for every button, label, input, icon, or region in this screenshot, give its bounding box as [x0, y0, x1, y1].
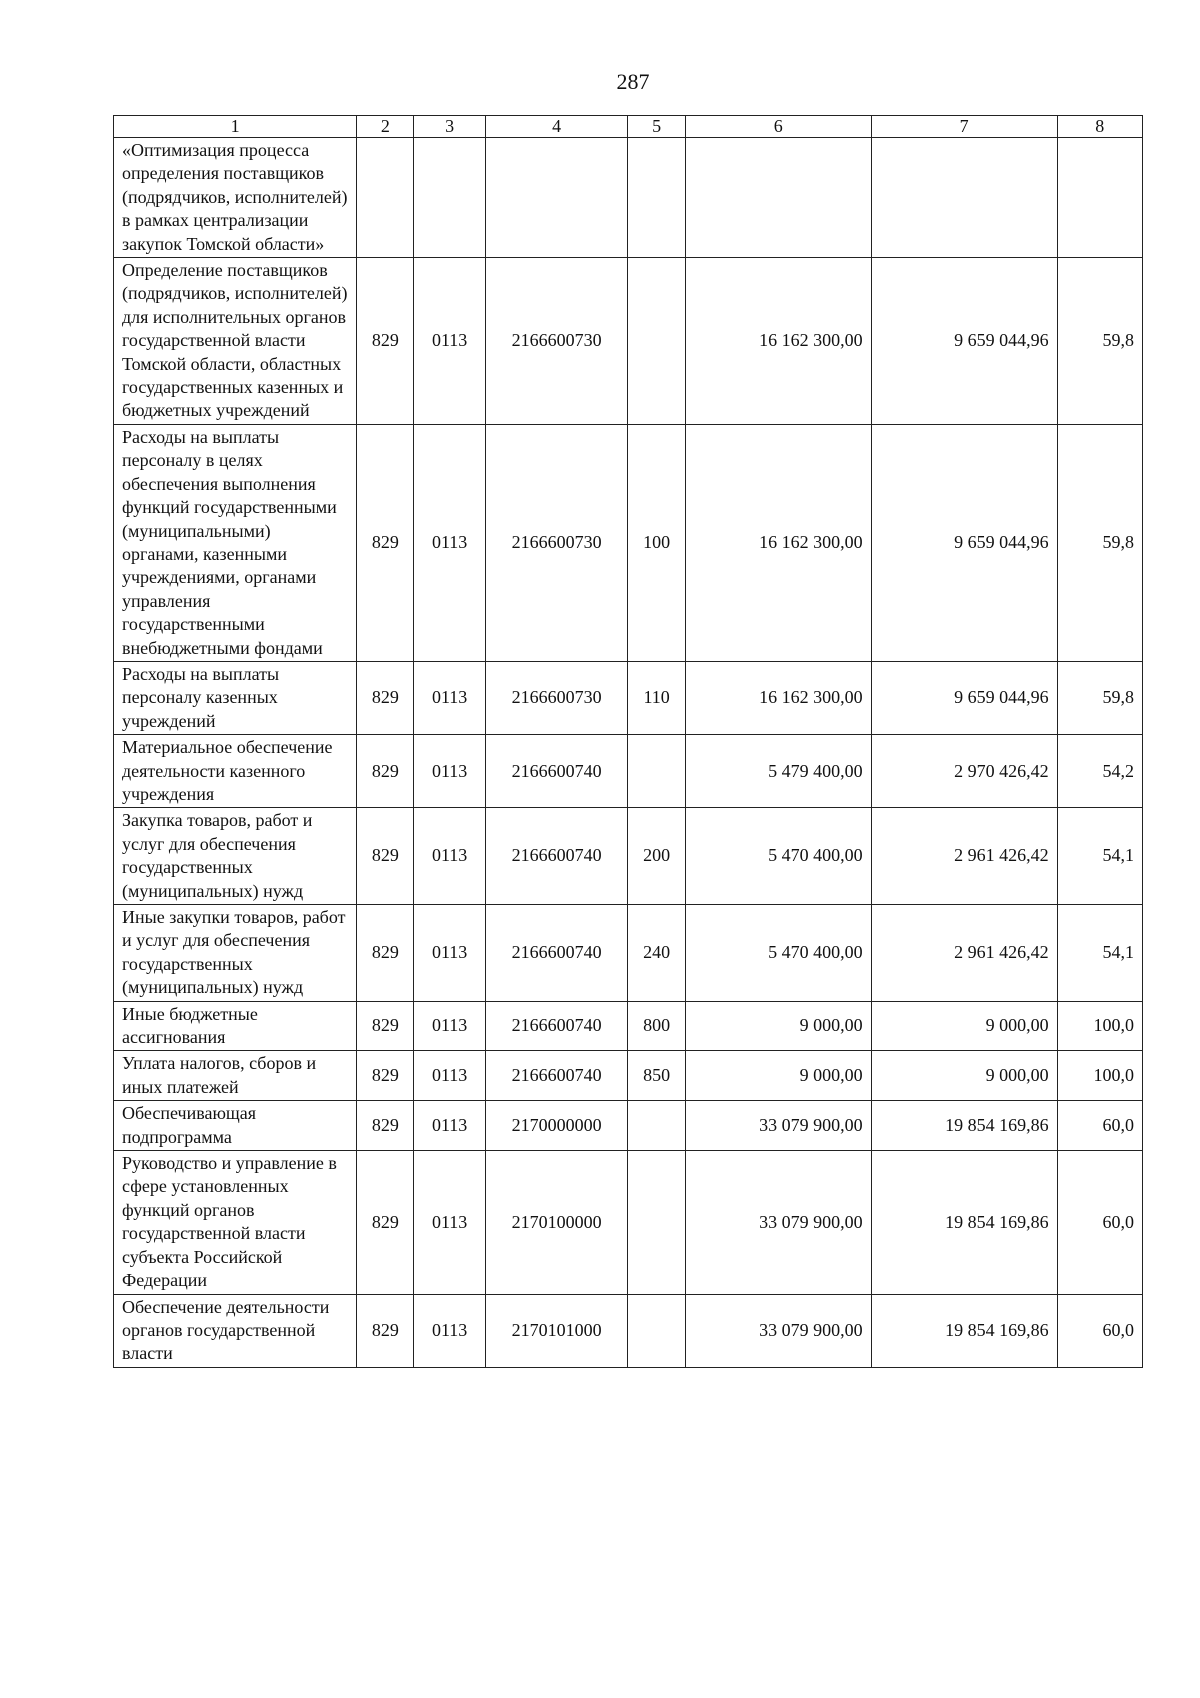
- table-row: [114, 1151, 1143, 1294]
- section-code: 0113: [414, 1051, 485, 1101]
- section-code: 0113: [414, 661, 485, 734]
- grbs-code: 829: [357, 905, 414, 1002]
- target-article: [485, 138, 628, 258]
- execution-percent: 59,8: [1057, 661, 1142, 734]
- grbs-code: 829: [357, 258, 414, 425]
- target-article: 2166600730: [485, 424, 628, 661]
- section-code: 0113: [414, 1151, 485, 1294]
- expense-type: [628, 138, 685, 258]
- expense-type: 100: [628, 424, 685, 661]
- expense-type: [628, 735, 685, 808]
- target-article: 2170000000: [485, 1101, 628, 1151]
- table-row: [114, 1001, 1143, 1051]
- expense-type: [628, 1294, 685, 1367]
- plan-amount: 16 162 300,00: [685, 661, 871, 734]
- actual-amount: 9 659 044,96: [871, 424, 1057, 661]
- grbs-code: 829: [357, 808, 414, 905]
- table-row: [114, 424, 1143, 661]
- expense-type: 110: [628, 661, 685, 734]
- row-name: Закупка товаров, работ и услуг для обеспечения государственных (муниципальных) нужд: [114, 808, 357, 905]
- plan-amount: 5 479 400,00: [685, 735, 871, 808]
- plan-amount: [685, 138, 871, 258]
- col-header: 6: [685, 116, 871, 138]
- actual-amount: 2 961 426,42: [871, 808, 1057, 905]
- expense-type: 850: [628, 1051, 685, 1101]
- expense-type: 200: [628, 808, 685, 905]
- expense-type: 800: [628, 1001, 685, 1051]
- grbs-code: 829: [357, 1151, 414, 1294]
- grbs-code: 829: [357, 1101, 414, 1151]
- grbs-code: [357, 138, 414, 258]
- col-header: 4: [485, 116, 628, 138]
- target-article: 2170101000: [485, 1294, 628, 1367]
- actual-amount: [871, 138, 1057, 258]
- execution-percent: 60,0: [1057, 1101, 1142, 1151]
- table-row: [114, 735, 1143, 808]
- row-name: Обеспечивающая подпрограмма: [114, 1101, 357, 1151]
- execution-percent: 59,8: [1057, 424, 1142, 661]
- execution-percent: 100,0: [1057, 1051, 1142, 1101]
- expense-type: [628, 1101, 685, 1151]
- row-name: Определение поставщиков (подрядчиков, исполнителей) для исполнительных органов государственной власти Томской области, областных государственных казенных и бюджетных учреждений: [114, 258, 357, 425]
- table-row: [114, 1101, 1143, 1151]
- table-row: [114, 661, 1143, 734]
- row-name: Иные закупки товаров, работ и услуг для обеспечения государственных (муниципальных) нужд: [114, 905, 357, 1002]
- col-header: 1: [114, 116, 357, 138]
- execution-percent: 54,1: [1057, 808, 1142, 905]
- section-code: 0113: [414, 258, 485, 425]
- target-article: 2166600740: [485, 808, 628, 905]
- target-article: 2166600740: [485, 1001, 628, 1051]
- expense-type: 240: [628, 905, 685, 1002]
- plan-amount: 33 079 900,00: [685, 1151, 871, 1294]
- plan-amount: 16 162 300,00: [685, 424, 871, 661]
- table-row: [114, 1051, 1143, 1101]
- table-row: [114, 258, 1143, 425]
- budget-table: [113, 115, 1143, 1368]
- execution-percent: 60,0: [1057, 1151, 1142, 1294]
- page-number: 287: [616, 69, 650, 94]
- section-code: 0113: [414, 735, 485, 808]
- row-name: Обеспечение деятельности органов государственной власти: [114, 1294, 357, 1367]
- actual-amount: 9 000,00: [871, 1001, 1057, 1051]
- actual-amount: 2 970 426,42: [871, 735, 1057, 808]
- execution-percent: 60,0: [1057, 1294, 1142, 1367]
- section-code: 0113: [414, 905, 485, 1002]
- row-name: Уплата налогов, сборов и иных платежей: [114, 1051, 357, 1101]
- execution-percent: [1057, 138, 1142, 258]
- table-row: [114, 138, 1143, 258]
- target-article: 2166600740: [485, 735, 628, 808]
- grbs-code: 829: [357, 1001, 414, 1051]
- plan-amount: 5 470 400,00: [685, 905, 871, 1002]
- row-name: Расходы на выплаты персоналу казенных учреждений: [114, 661, 357, 734]
- expense-type: [628, 258, 685, 425]
- plan-amount: 9 000,00: [685, 1051, 871, 1101]
- row-name: Иные бюджетные ассигнования: [114, 1001, 357, 1051]
- actual-amount: 2 961 426,42: [871, 905, 1057, 1002]
- execution-percent: 59,8: [1057, 258, 1142, 425]
- actual-amount: 9 659 044,96: [871, 661, 1057, 734]
- section-code: 0113: [414, 1294, 485, 1367]
- section-code: [414, 138, 485, 258]
- target-article: 2166600730: [485, 258, 628, 425]
- expense-type: [628, 1151, 685, 1294]
- section-code: 0113: [414, 424, 485, 661]
- section-code: 0113: [414, 1001, 485, 1051]
- actual-amount: 19 854 169,86: [871, 1101, 1057, 1151]
- execution-percent: 54,2: [1057, 735, 1142, 808]
- row-name: Материальное обеспечение деятельности казенного учреждения: [114, 735, 357, 808]
- target-article: 2170100000: [485, 1151, 628, 1294]
- actual-amount: 9 659 044,96: [871, 258, 1057, 425]
- target-article: 2166600740: [485, 905, 628, 1002]
- table-row: [114, 1294, 1143, 1367]
- grbs-code: 829: [357, 1294, 414, 1367]
- plan-amount: 5 470 400,00: [685, 808, 871, 905]
- plan-amount: 33 079 900,00: [685, 1101, 871, 1151]
- grbs-code: 829: [357, 661, 414, 734]
- grbs-code: 829: [357, 1051, 414, 1101]
- col-header: 3: [414, 116, 485, 138]
- section-code: 0113: [414, 1101, 485, 1151]
- actual-amount: 19 854 169,86: [871, 1151, 1057, 1294]
- col-header: 7: [871, 116, 1057, 138]
- col-header: 5: [628, 116, 685, 138]
- actual-amount: 9 000,00: [871, 1051, 1057, 1101]
- actual-amount: 19 854 169,86: [871, 1294, 1057, 1367]
- row-name: «Оптимизация процесса определения поставщиков (подрядчиков, исполнителей) в рамках централизации закупок Томской области»: [114, 138, 357, 258]
- plan-amount: 9 000,00: [685, 1001, 871, 1051]
- plan-amount: 16 162 300,00: [685, 258, 871, 425]
- section-code: 0113: [414, 808, 485, 905]
- target-article: 2166600730: [485, 661, 628, 734]
- header-row: [114, 116, 1143, 138]
- table-row: [114, 905, 1143, 1002]
- execution-percent: 100,0: [1057, 1001, 1142, 1051]
- target-article: 2166600740: [485, 1051, 628, 1101]
- col-header: 2: [357, 116, 414, 138]
- grbs-code: 829: [357, 424, 414, 661]
- grbs-code: 829: [357, 735, 414, 808]
- table-row: [114, 808, 1143, 905]
- col-header: 8: [1057, 116, 1142, 138]
- row-name: Руководство и управление в сфере установленных функций органов государственной власти субъекта Российской Федерации: [114, 1151, 357, 1294]
- execution-percent: 54,1: [1057, 905, 1142, 1002]
- row-name: Расходы на выплаты персоналу в целях обеспечения выполнения функций государственными (муниципальными) органами, казенными учреждениями, органами управления государственными внебюджетными фондами: [114, 424, 357, 661]
- plan-amount: 33 079 900,00: [685, 1294, 871, 1367]
